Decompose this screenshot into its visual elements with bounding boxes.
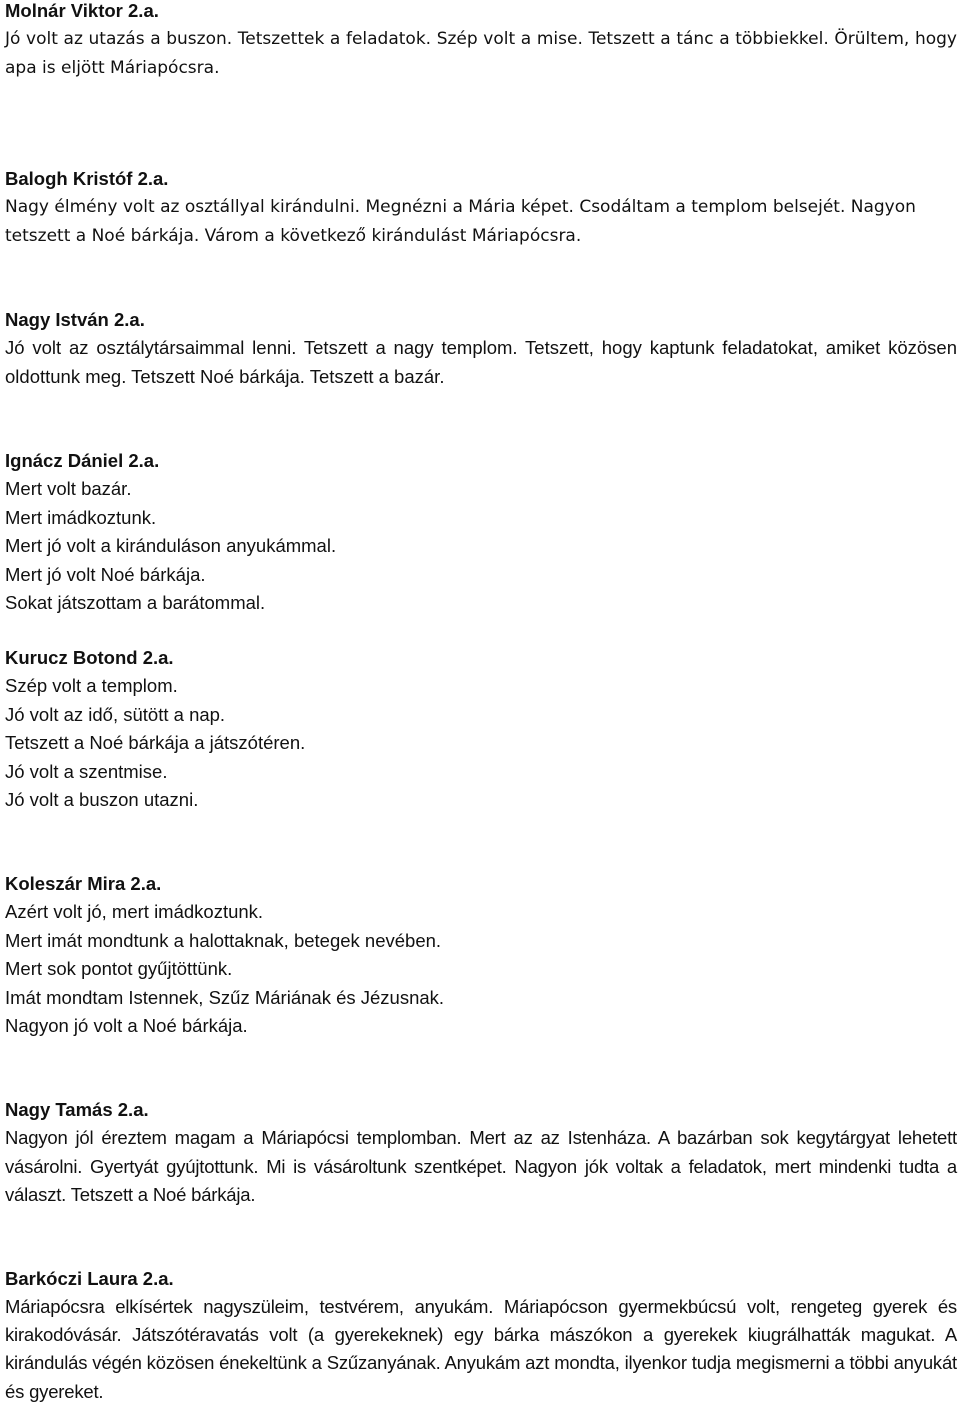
entry-nagy-tamas — [5, 1096, 957, 1210]
entry-text: Nagyon jól éreztem magam a Máriapócsi templomban. Mert az az Istenháza. A bazárban sok kegytárgyat lehetett vásárolni. Gyertyát gyújtottunk. Mi is vásároltunk szentképet. Nagyon jók voltak a feladatok, mert mindenki tudta a választ. Tetszett a Noé bárkája. — [5, 1127, 957, 1205]
entry-name: Molnár Viktor 2.a. — [5, 0, 159, 21]
entry-line: Jó volt a szentmise. — [5, 760, 168, 782]
entry-line: Jó volt a buszon utazni. — [5, 789, 199, 810]
entry-nagy-istvan — [5, 306, 957, 391]
entry-line: Jó volt az idő, sütött a nap. — [5, 703, 226, 725]
entry-name: Ignácz Dániel 2.a. — [5, 450, 160, 471]
entry-line: Mert volt bazár. — [5, 478, 132, 499]
entry-line: Mert imát mondtunk a halottaknak, betegek nevében. — [5, 929, 442, 951]
entry-name: Barkóczi Laura 2.a. — [5, 1268, 174, 1289]
entry-line: Mert jó volt a kiránduláson anyukámmal. — [5, 535, 337, 556]
entry-name: Nagy István 2.a. — [5, 309, 145, 330]
entry-kurucz-botond — [5, 644, 957, 815]
entry-line: Sokat játszottam a barátommal. — [5, 592, 266, 613]
entry-koleszar-mira — [5, 870, 957, 1041]
entry-barkoczi-laura — [5, 1265, 957, 1406]
entry-name: Kurucz Botond 2.a. — [5, 647, 174, 668]
entry-ignacz-daniel — [5, 447, 957, 618]
entry-line: Tetszett a Noé bárkája a játszótéren. — [5, 732, 306, 753]
entry-line: Nagyon jó volt a Noé bárkája. — [5, 1015, 248, 1036]
entry-balogh-kristof — [5, 165, 957, 250]
entry-text: Nagy élmény volt az osztállyal kirándulni. Megnézni a Mária képet. Csodáltam a templom belsejét. Nagyon tetszett a Noé bárkája. Várom a következő kirándulást Máriapócsra. — [5, 197, 916, 246]
entry-text: Jó volt az utazás a buszon. Tetszettek a feladatok. Szép volt a mise. Tetszett a tánc a többiekkel. Örültem, hogy apa is eljött Máriapócsra. — [5, 29, 957, 78]
entry-name: Balogh Kristóf 2.a. — [5, 168, 169, 189]
entry-text: Máriapócsra elkísértek nagyszüleim, testvérem, anyukám. Máriapócson gyermekbúcsú volt, rengeteg gyerek és kirakodóvásár. Játszótéravatás volt (a gyerekeknek) egy bárka mászókon a gyerekek kiugrálhatták magukat. A kirándulás végén közösen énekeltünk a Szűzanyának. Anyukám azt mondta, ilyenkor tudja megismerni a többi anyukát és gyereket. — [5, 1296, 957, 1402]
entry-line: Mert imádkoztunk. — [5, 506, 157, 528]
entry-text: Jó volt az osztálytársaimmal lenni. Tetszett a nagy templom. Tetszett, hogy kaptunk feladatokat, amiket közösen oldottunk meg. Tetszett Noé bárkája. Tetszett a bazár. — [5, 337, 957, 387]
entry-line: Szép volt a templom. — [5, 675, 178, 696]
entry-name: Nagy Tamás 2.a. — [5, 1099, 149, 1120]
entry-name: Koleszár Mira 2.a. — [5, 873, 162, 894]
entry-line: Mert jó volt Noé bárkája. — [5, 563, 206, 585]
entry-line: Azért volt jó, mert imádkoztunk. — [5, 901, 264, 922]
entry-molnar-viktor — [5, 0, 957, 82]
entry-line: Imát mondtam Istennek, Szűz Máriának és Jézusnak. — [5, 986, 445, 1008]
entry-line: Mert sok pontot gyűjtöttünk. — [5, 958, 233, 979]
